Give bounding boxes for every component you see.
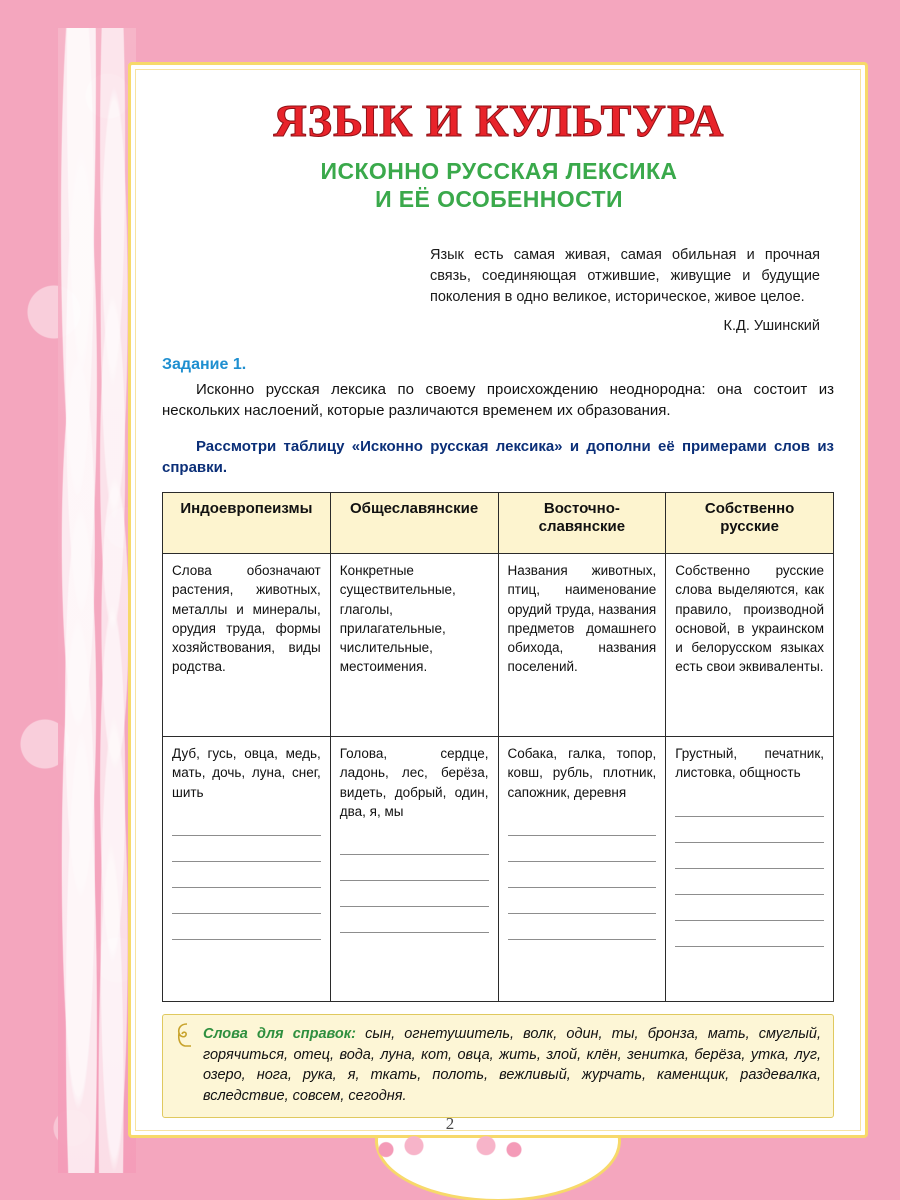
answer-line[interactable] bbox=[675, 843, 824, 869]
answer-line[interactable] bbox=[675, 895, 824, 921]
table-row-descriptions bbox=[163, 554, 834, 737]
epigraph-author: К.Д. Ушинский bbox=[723, 318, 820, 335]
page-subtitle bbox=[150, 157, 848, 213]
table-cell-examples-2 bbox=[330, 737, 498, 1002]
decorative-floral-ornament bbox=[58, 28, 136, 1173]
table-header-east-slavic: Восточно- славянские bbox=[498, 493, 666, 554]
answer-line[interactable] bbox=[675, 921, 824, 947]
reference-words: сын, огнетушитель, волк, один, ты, бронза, мать, смуглый, горячиться, отец, вода, луна, кот, овца, жить, злой, клён, зенитка, берёза, утка, луг, озеро, нога, рука, я, ткать, полоть, вежливый, журчать, каменщик, раздевалка, вследствие, совсем, сегодня. bbox=[203, 1026, 821, 1105]
answer-line[interactable] bbox=[508, 914, 657, 940]
epigraph-text: Язык есть самая живая, самая обильная и прочная связь, соединяющая отжившие, живущие и будущие поколения в одно великое, историческое, живое целое. bbox=[430, 247, 820, 306]
reference-label: Слова для справок: bbox=[203, 1026, 356, 1043]
answer-line[interactable] bbox=[172, 836, 321, 862]
lexicon-table bbox=[162, 492, 834, 1002]
task-instruction: Рассмотри таблицу «Исконно русская лексика» и дополни её примерами слов из справки. bbox=[162, 437, 834, 477]
answer-line[interactable] bbox=[172, 862, 321, 888]
table-cell-description-3: Названия животных, птиц, наименование орудий труда, названия предметов домашнего обихода, названия поселений. bbox=[498, 554, 666, 737]
answer-line[interactable] bbox=[340, 829, 489, 855]
answer-lines-4[interactable] bbox=[675, 791, 824, 947]
table-cell-examples-1 bbox=[163, 737, 331, 1002]
answer-line[interactable] bbox=[172, 810, 321, 836]
table-header-row bbox=[163, 493, 834, 554]
task-heading: Задание 1. bbox=[162, 356, 247, 374]
answer-line[interactable] bbox=[508, 810, 657, 836]
answer-line[interactable] bbox=[340, 855, 489, 881]
page-subtitle-line-1: ИСКОННО РУССКАЯ ЛЕКСИКА bbox=[320, 158, 678, 184]
examples-text-1: Дуб, гусь, овца, медь, мать, дочь, луна, снег, шить bbox=[172, 746, 321, 800]
bottom-flowers-icon bbox=[350, 1134, 550, 1160]
answer-lines-1[interactable] bbox=[172, 810, 321, 940]
scroll-curl-icon bbox=[173, 1022, 195, 1048]
table-row-examples bbox=[163, 737, 834, 1002]
table-cell-description-1: Слова обозначают растения, животных, металлы и минералы, орудия труда, формы хозяйствования, виды родства. bbox=[163, 554, 331, 737]
answer-line[interactable] bbox=[675, 817, 824, 843]
table-cell-examples-3 bbox=[498, 737, 666, 1002]
table-cell-examples-4 bbox=[666, 737, 834, 1002]
page-content bbox=[150, 80, 848, 1118]
table-cell-description-2: Конкретные существительные, глаголы, прилагательные, числительные, местоимения. bbox=[330, 554, 498, 737]
page-subtitle-line-2: И ЕЁ ОСОБЕННОСТИ bbox=[375, 186, 623, 213]
answer-line[interactable] bbox=[675, 791, 824, 817]
page-title: ЯЗЫК И КУЛЬТУРА bbox=[273, 95, 725, 146]
answer-line[interactable] bbox=[508, 862, 657, 888]
examples-text-2: Голова, сердце, ладонь, лес, берёза, видеть, добрый, один, два, я, мы bbox=[339, 746, 489, 819]
table-header-proper-russian: Собственно русские bbox=[666, 493, 834, 554]
examples-text-4: Грустный, печатник, листовка, общность bbox=[675, 746, 824, 781]
answer-line[interactable] bbox=[508, 888, 657, 914]
answer-line[interactable] bbox=[172, 888, 321, 914]
answer-line[interactable] bbox=[340, 881, 489, 907]
answer-line[interactable] bbox=[172, 914, 321, 940]
task-paragraph: Исконно русская лексика по своему происхождению неоднородна: она состоит из нескольких наслоений, которые различаются временем их образования. bbox=[162, 381, 834, 420]
table-cell-description-4: Собственно русские слова выделяются, как правило, производной основой, в украинском и белорусском языках есть свои эквиваленты. bbox=[666, 554, 834, 737]
table-header-indoeuropeisms: Индоевропеизмы bbox=[163, 493, 331, 554]
answer-line[interactable] bbox=[508, 836, 657, 862]
answer-line[interactable] bbox=[340, 907, 489, 933]
answer-lines-3[interactable] bbox=[508, 810, 657, 940]
answer-line[interactable] bbox=[675, 869, 824, 895]
examples-text-3: Собака, галка, топор, ковш, рубль, плотник, сапожник, деревня bbox=[507, 746, 657, 800]
answer-lines-2[interactable] bbox=[340, 829, 489, 933]
reference-words-box bbox=[162, 1014, 834, 1117]
table-header-common-slavic: Общеславянские bbox=[330, 493, 498, 554]
page-number: 2 bbox=[445, 1114, 455, 1133]
